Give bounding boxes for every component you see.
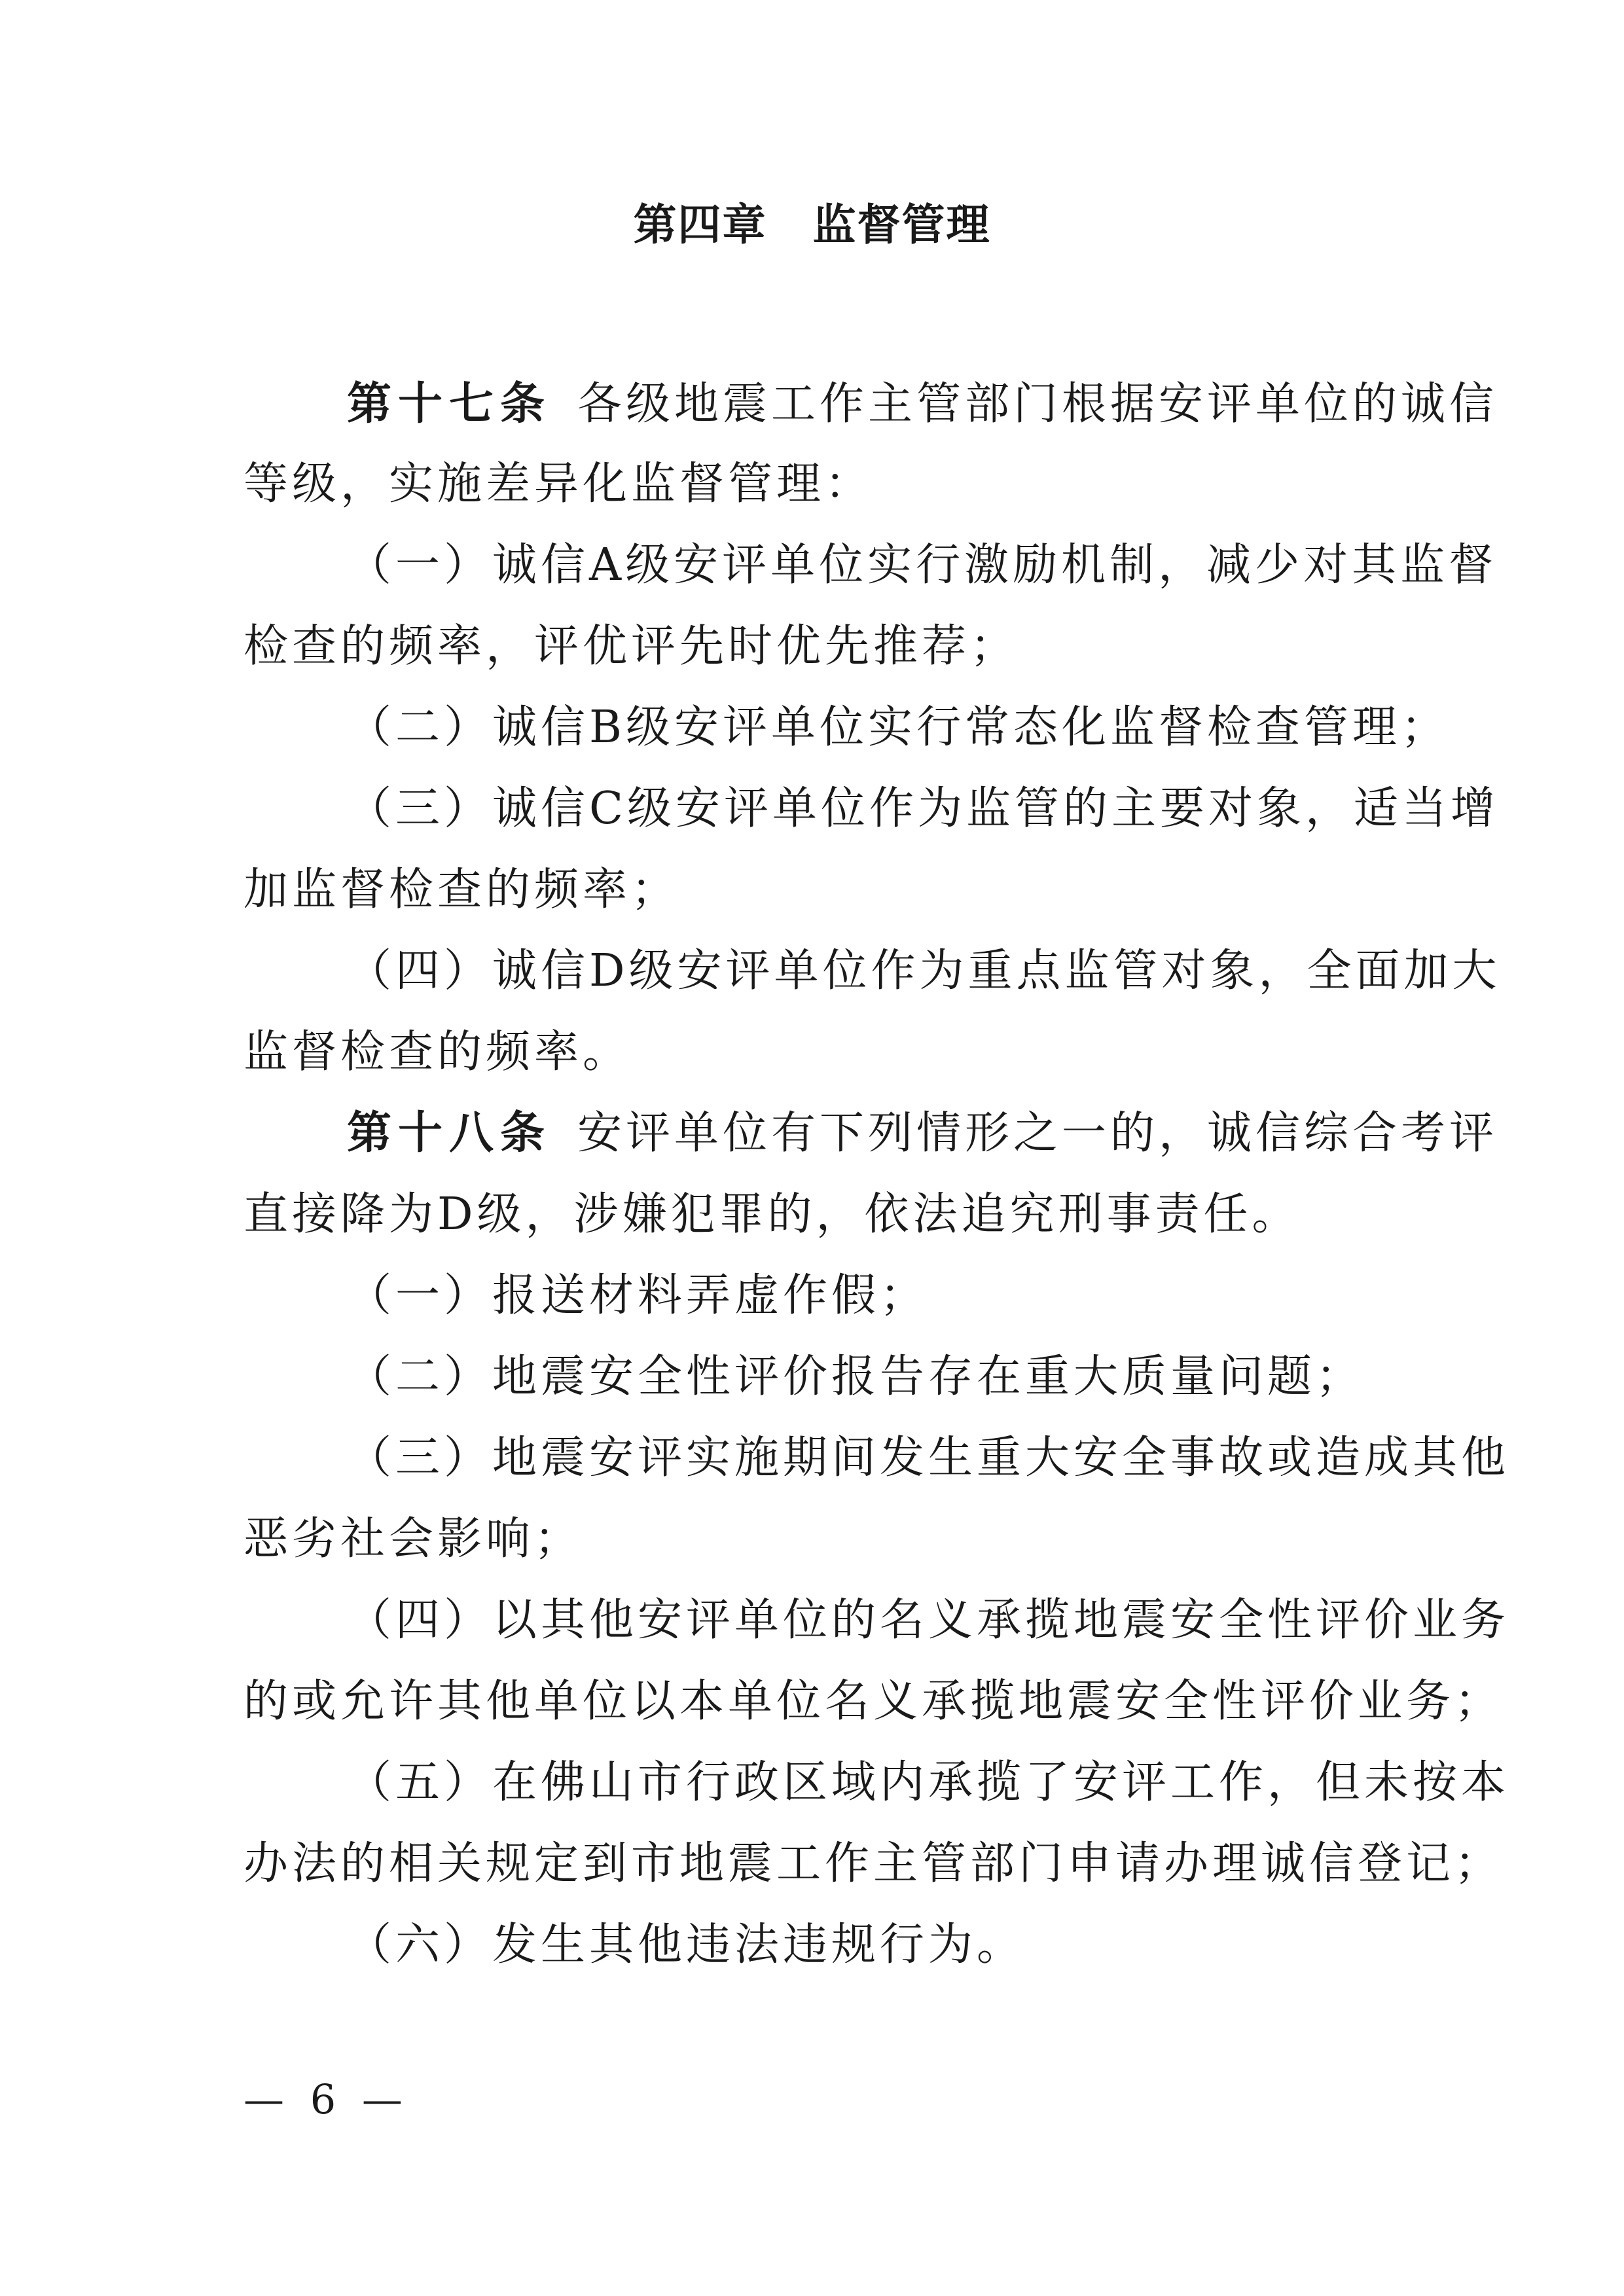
- article-17-item-1-line-1: （一）诚信A级安评单位实行激励机制，减少对其监督: [347, 539, 1498, 591]
- article-18-item-2-line-1: （二）地震安全性评价报告存在重大质量问题；: [347, 1351, 1365, 1403]
- article-17-item-4-line-1: （四）诚信D级安评单位作为重点监管对象，全面加大: [347, 945, 1501, 997]
- article-18-item-4-line-2: 的或允许其他单位以本单位名义承揽地震安全性评价业务；: [244, 1676, 1504, 1727]
- page-number: — 6 —: [244, 2075, 409, 2123]
- article-18-text-1: 安评单位有下列情形之一的，诚信综合考评: [577, 1107, 1498, 1159]
- article-17-line-1: [347, 378, 1498, 431]
- article-17-item-1-line-2: 检查的频率，评优评先时优先推荐；: [244, 620, 1019, 672]
- chapter-name: 监督管理: [812, 200, 991, 250]
- article-18-item-3-line-1: （三）地震安评实施期间发生重大安全事故或造成其他: [347, 1432, 1510, 1484]
- article-18-line-2: 直接降为D级，涉嫌犯罪的，依法追究刑事责任。: [244, 1189, 1301, 1240]
- article-17-line-2: 等级，实施差异化监督管理：: [244, 458, 874, 510]
- article-18-item-3-line-2: 恶劣社会影响；: [244, 1513, 583, 1565]
- article-18-item-1-line-1: （一）报送材料弄虚作假；: [347, 1270, 929, 1321]
- article-18-item-5-line-2: 办法的相关规定到市地震工作主管部门申请办理诚信登记；: [244, 1838, 1504, 1890]
- article-17-item-2-line-1: （二）诚信B级安评单位实行常态化监督检查管理；: [347, 702, 1449, 753]
- article-17-item-3-line-2: 加监督检查的频率；: [244, 864, 680, 916]
- article-18-line-1: [347, 1107, 1498, 1160]
- article-18-label: 第十八条: [347, 1107, 552, 1159]
- article-17-label: 第十七条: [347, 378, 552, 430]
- article-17-item-4-line-2: 监督检查的频率。: [244, 1026, 632, 1078]
- article-17-text-1: 各级地震工作主管部门根据安评单位的诚信: [577, 378, 1498, 430]
- article-18-item-5-line-1: （五）在佛山市行政区域内承揽了安评工作，但未按本: [347, 1757, 1510, 1808]
- chapter-number: 第四章: [633, 200, 767, 250]
- article-17-item-3-line-1: （三）诚信C级安评单位作为监管的主要对象，适当增: [347, 783, 1500, 834]
- article-18-item-6-line-1: （六）发生其他违法违规行为。: [347, 1919, 1026, 1971]
- chapter-title: [0, 190, 1624, 252]
- article-18-item-4-line-1: （四）以其他安评单位的名义承揽地震安全性评价业务: [347, 1594, 1510, 1646]
